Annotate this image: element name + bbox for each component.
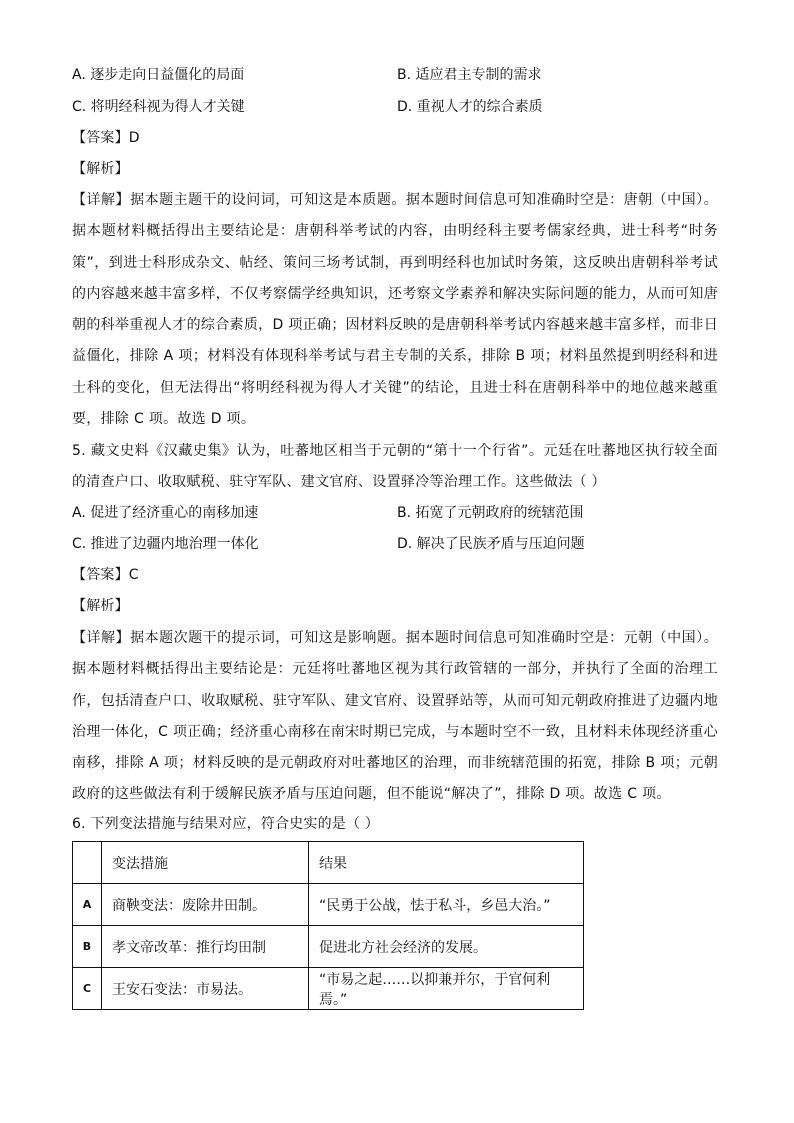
q4-option-b: B. 适应君主专制的需求	[397, 67, 542, 83]
table-cell-key: C	[73, 968, 102, 1010]
q5-option-c: C. 推进了边疆内地治理一体化	[72, 536, 259, 552]
q5-analysis-label: 【解析】	[72, 598, 129, 614]
q5-stem: 5. 藏文史料《汉藏史集》认为，吐蕃地区相当于元朝的“第十一个行省”。元廷在吐蕃地区执行较全面的清查户口、收取赋税、驻守军队、建文官府、设置驿冷等治理工作。这些做法（ ）	[72, 443, 718, 491]
q6-table	[72, 841, 584, 1010]
table-cell-result: “民勇于公战，怯于私斗，乡邑大治。”	[309, 884, 584, 926]
table-header-cell: 变法措施	[102, 842, 309, 884]
q5-option-b: B. 拓宽了元朝政府的统辖范围	[397, 505, 584, 521]
table-cell-measure: 王安石变法：市易法。	[102, 968, 309, 1010]
table-row	[73, 884, 584, 926]
table-cell-result: 促进北方社会经济的发展。	[309, 926, 584, 968]
table-header-cell: 结果	[309, 842, 584, 884]
table-cell-result: “市易之起……以抑兼并尔，于官何利焉。”	[309, 968, 584, 1010]
q4-option-d: D. 重视人才的综合素质	[397, 99, 543, 115]
q4-option-c: C. 将明经科视为得人才关键	[72, 99, 245, 115]
table-row	[73, 968, 584, 1010]
q4-option-a: A. 逐步走向日益僵化的局面	[72, 67, 245, 83]
q5-detail: 【详解】据本题次题干的提示词，可知这是影响题。据本题时间信息可知准确时空是：元朝（中国）。据本题材料概括得出主要结论是：元廷将吐蕃地区视为其行政管辖的一部分，并执行了全面的治理工作，包括清查户口、收取赋税、驻守军队、建文官府、设置驿站等，从而可知元朝政府推进了边疆内地治理一体化，C 项正确；经济重心南移在南宋时期已完成，与本题时空不一致，且材料未体现经济重心南移，排除 A 项；材料反映的是元朝政府对吐蕃地区的治理，而非统辖范围的拓宽，排除 B 项；元朝政府的这些做法有利于缓解民族矛盾与压迫问题，但不能说“解决了”，排除 D 项。故选 C 项。	[72, 630, 718, 803]
table-row	[73, 926, 584, 968]
table-header-row	[73, 842, 584, 884]
q4-analysis-label: 【解析】	[72, 161, 129, 177]
q6-stem: 6. 下列变法措施与结果对应，符合史实的是（ ）	[72, 816, 380, 832]
table-cell-key: A	[73, 884, 102, 926]
table-cell-measure: 商鞅变法：废除井田制。	[102, 884, 309, 926]
table-cell-measure: 孝文帝改革：推行均田制	[102, 926, 309, 968]
q5-option-a: A. 促进了经济重心的南移加速	[72, 505, 259, 521]
table-header-cell	[73, 842, 102, 884]
q5-answer: 【答案】C	[72, 567, 139, 583]
q4-detail: 【详解】据本题主题干的设问词，可知这是本质题。据本题时间信息可知准确时空是：唐朝（中国）。据本题材料概括得出主要结论是：唐朝科举考试的内容，由明经科主要考儒家经典，进士科考“时务策”，到进士科形成杂文、帖经、策问三场考试制，再到明经科也加试时务策，这反映出唐朝科举考试的内容越来越丰富多样，不仅考察儒学经典知识，还考察文学素养和解决实际问题的能力，从而可知唐朝的科举重视人才的综合素质，D 项正确；因材料反映的是唐朝科举考试内容越来越丰富多样，而非日益僵化，排除 A 项；材料没有体现科举考试与君主专制的关系，排除 B 项；材料虽然提到明经科和进士科的变化，但无法得出“将明经科视为得人才关键”的结论，且进士科在唐朝科举中的地位越来越重要，排除 C 项。故选 D 项。	[72, 192, 718, 428]
q5-option-d: D. 解决了民族矛盾与压迫问题	[397, 536, 585, 552]
q4-answer: 【答案】D	[72, 130, 140, 146]
table-cell-key: B	[73, 926, 102, 968]
